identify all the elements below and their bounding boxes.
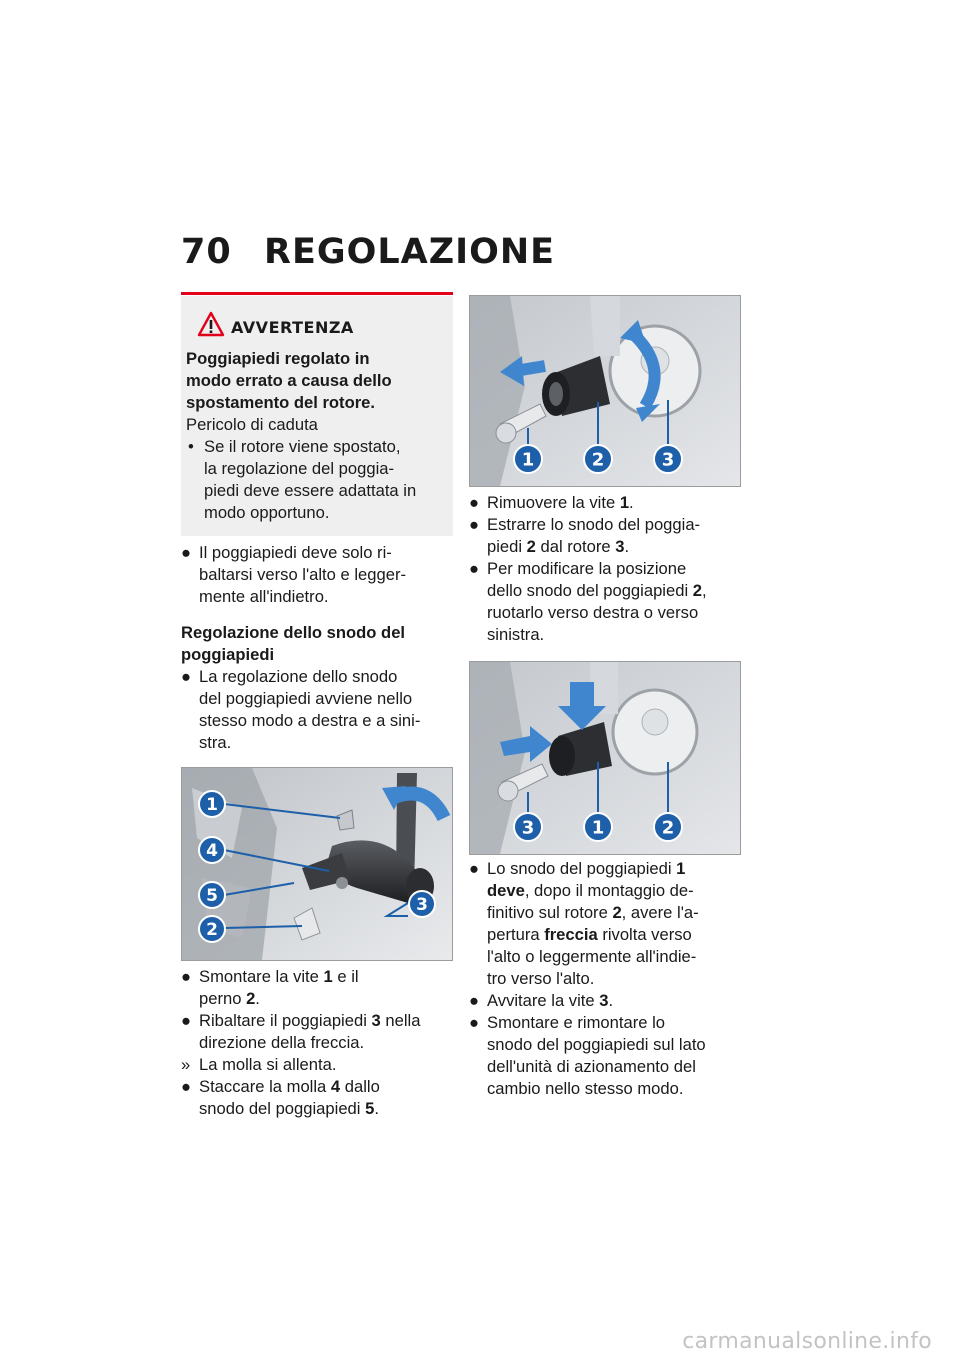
svg-text:5: 5: [206, 886, 218, 906]
warning-triangle-icon: [197, 311, 225, 337]
callout-4: [199, 837, 225, 863]
text-line: baltarsi verso l'alto e legger-: [199, 565, 407, 584]
callout-2: [199, 916, 225, 942]
subheading: [181, 622, 455, 666]
column-1-top: [181, 542, 455, 754]
title-rule: [181, 292, 453, 295]
list-item: ● Per modificare la posizione dello snodo del poggiapiedi 2, ruotarlo verso destra o verso sinistra.: [469, 559, 707, 644]
warning-bold-line: spostamento del rotore.: [186, 393, 376, 412]
rotor-illustration: [470, 296, 740, 486]
warning-bullet-line: Se il rotore viene spostato,: [204, 437, 401, 456]
bullet-icon: ●: [469, 1013, 480, 1032]
bullet-icon: ●: [181, 967, 192, 986]
callout-3: [654, 445, 682, 473]
svg-text:3: 3: [521, 817, 535, 839]
warning-title: AVVERTENZA: [231, 318, 354, 337]
bullet-icon: ●: [469, 559, 480, 578]
callout-1: [514, 445, 542, 473]
svg-text:1: 1: [206, 795, 218, 815]
warning-bullet-line: modo opportuno.: [204, 503, 330, 522]
text-line: stra.: [199, 733, 232, 752]
bullet-icon: ●: [469, 991, 480, 1010]
list-item: ● Smontare la vite 1 e il perno 2.: [181, 967, 359, 1008]
warning-bold-line: Poggiapiedi regolato in: [186, 349, 370, 368]
text-line: La regolazione dello snodo: [199, 667, 398, 686]
svg-text:2: 2: [591, 449, 605, 471]
list-item: ● Lo snodo del poggiapiedi 1 deve, dopo il montaggio de- finitivo sul rotore 2, avere l'a- pertura freccia rivolta verso l'alto o leggermente all'indie- tro verso l'alto.: [469, 859, 699, 988]
warning-bullet: [186, 436, 448, 524]
bullet-icon: ●: [181, 1011, 192, 1030]
figure-footrest-tilt: [181, 767, 453, 961]
bullet-icon: ●: [469, 859, 480, 878]
callout-2: [654, 813, 682, 841]
page-number: 70: [181, 232, 232, 272]
list-item: ● Smontare e rimontare lo snodo del poggiapiedi sul lato dell'unità di azionamento del cambio nello stesso modo.: [469, 1013, 706, 1098]
callout-1: [584, 813, 612, 841]
bullet-icon: ●: [469, 515, 480, 534]
bullet-icon: ●: [181, 1077, 192, 1096]
list-item: ● Avvitare la vite 3.: [469, 991, 614, 1010]
bullet-icon: ●: [181, 667, 192, 686]
figure-rotor-removal: [469, 295, 741, 487]
figure-joint-install: [469, 661, 741, 855]
warning-bold-line: modo errato a causa dello: [186, 371, 392, 390]
footrest-illustration: [182, 768, 452, 960]
svg-text:1: 1: [521, 449, 535, 471]
result-arrow-icon: »: [181, 1055, 191, 1074]
warning-text: [186, 348, 448, 524]
bullet-icon: ●: [181, 543, 192, 562]
column-2-steps-b: [469, 858, 743, 1100]
column-2-steps-a: [469, 492, 743, 646]
svg-text:2: 2: [661, 817, 675, 839]
callout-1: [199, 791, 225, 817]
text-line: mente all'indietro.: [199, 587, 329, 606]
svg-text:1: 1: [591, 817, 605, 839]
callout-2: [584, 445, 612, 473]
joint-install-illustration: [470, 662, 740, 854]
text-line: del poggiapiedi avviene nello: [199, 689, 413, 708]
warning-hazard: Pericolo di caduta: [186, 415, 318, 434]
list-item: [181, 542, 455, 608]
svg-text:4: 4: [206, 841, 218, 861]
section-title: REGOLAZIONE: [264, 232, 556, 272]
svg-text:2: 2: [206, 920, 218, 940]
list-item: ● Ribaltare il poggiapiedi 3 nella direzione della freccia.: [181, 1011, 421, 1052]
list-item: ● Estrarre lo snodo del poggia- piedi 2 dal rotore 3.: [469, 515, 701, 556]
warning-bullet-line: la regolazione del poggia-: [204, 459, 395, 478]
subheading-line: Regolazione dello snodo del: [181, 623, 406, 642]
list-item: ● Staccare la molla 4 dallo snodo del poggiapiedi 5.: [181, 1077, 380, 1118]
bullet-icon: ●: [469, 493, 480, 512]
text-line: stesso modo a destra e a sini-: [199, 711, 421, 730]
svg-text:3: 3: [661, 449, 675, 471]
small-bullet-icon: •: [188, 437, 194, 456]
text-line: Il poggiapiedi deve solo ri-: [199, 543, 392, 562]
callout-5: [199, 882, 225, 908]
warning-box: [181, 296, 453, 536]
column-1-steps: [181, 966, 455, 1120]
list-item: ● Rimuovere la vite 1.: [469, 493, 634, 512]
subheading-line: poggiapiedi: [181, 645, 275, 664]
result-item: » La molla si allenta.: [181, 1055, 337, 1074]
callout-3: [514, 813, 542, 841]
svg-text:3: 3: [416, 895, 428, 915]
callout-3: [409, 891, 435, 917]
warning-bullet-line: piedi deve essere adattata in: [204, 481, 417, 500]
list-item: [181, 666, 455, 754]
watermark-link[interactable]: carmanualsonline.info: [682, 1329, 932, 1354]
